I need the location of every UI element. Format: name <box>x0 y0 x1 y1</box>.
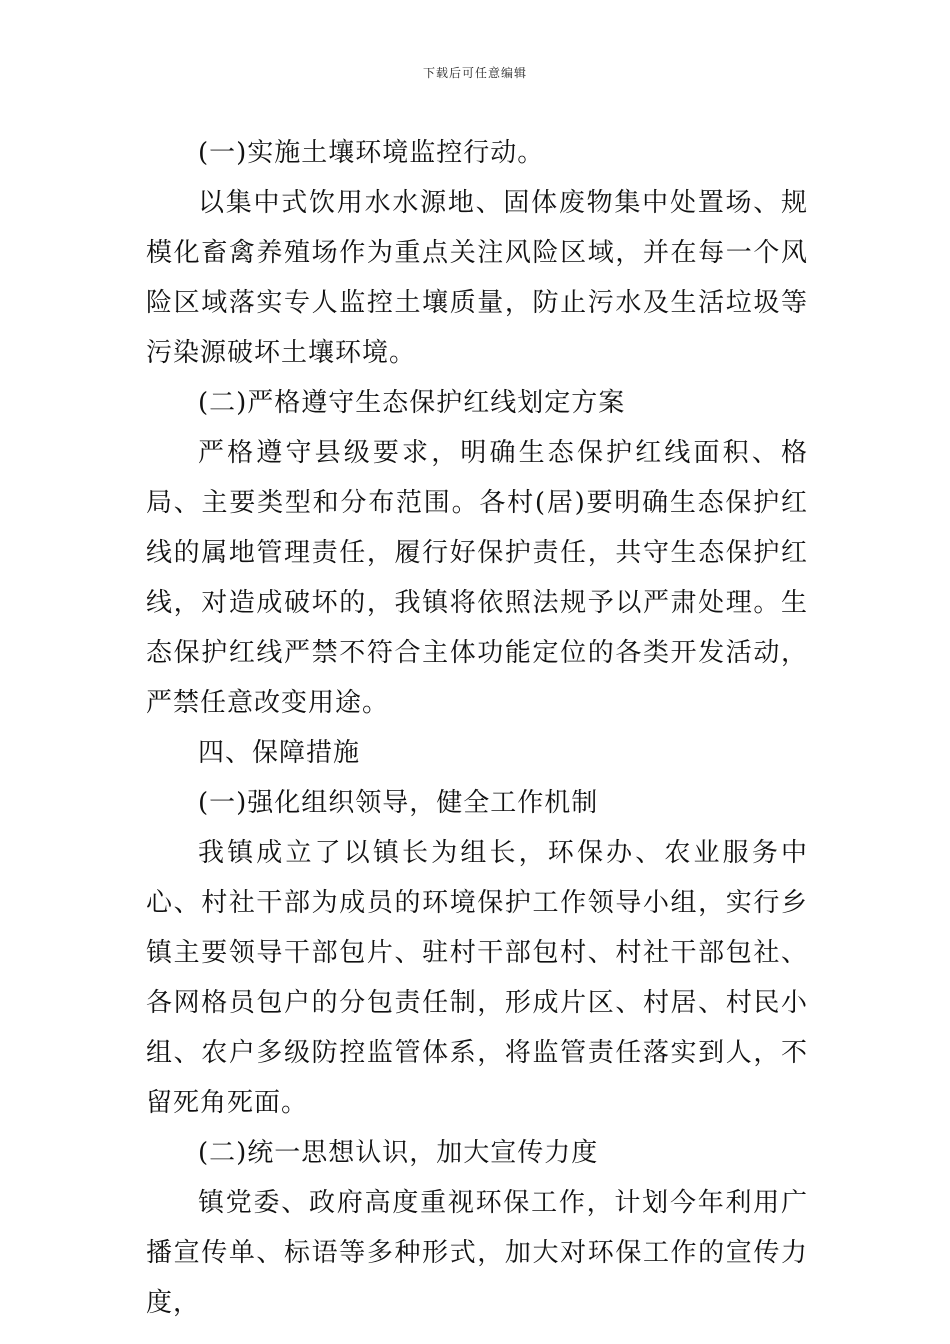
page-header: 下载后可任意编辑 <box>422 66 527 80</box>
subsection-heading: (二)严格遵守生态保护红线划定方案 <box>198 388 626 418</box>
document-body <box>146 128 808 1328</box>
body-paragraph: 严格遵守县级要求，明确生态保护红线面积、格局、主要类型和分布范围。各村(居)要明确生态保护红线的属地管理责任，履行好保护责任，共守生态保护红线，对造成破坏的，我镇将依照法规予以严肃处理。生态保护红线严禁不符合主体功能定位的各类开发活动，严禁任意改变用途。 <box>146 438 808 718</box>
subsection-heading: (二)统一思想认识，加大宣传力度 <box>198 1138 599 1168</box>
subsection-heading: (一)强化组织领导，健全工作机制 <box>198 788 599 818</box>
body-paragraph: 镇党委、政府高度重视环保工作，计划今年利用广播宣传单、标语等多种形式，加大对环保工作的宣传力度， <box>146 1188 808 1318</box>
section-heading: 四、保障措施 <box>198 738 361 768</box>
body-paragraph: 以集中式饮用水水源地、固体废物集中处置场、规模化畜禽养殖场作为重点关注风险区域，并在每一个风险区域落实专人监控土壤质量，防止污水及生活垃圾等污染源破坏土壤环境。 <box>146 188 808 368</box>
subsection-heading: (一)实施土壤环境监控行动。 <box>198 138 545 168</box>
body-paragraph: 我镇成立了以镇长为组长，环保办、农业服务中心、村社干部为成员的环境保护工作领导小组，实行乡镇主要领导干部包片、驻村干部包村、村社干部包社、各网格员包户的分包责任制，形成片区、村居、村民小组、农户多级防控监管体系，将监管责任落实到人，不留死角死面。 <box>146 838 808 1118</box>
